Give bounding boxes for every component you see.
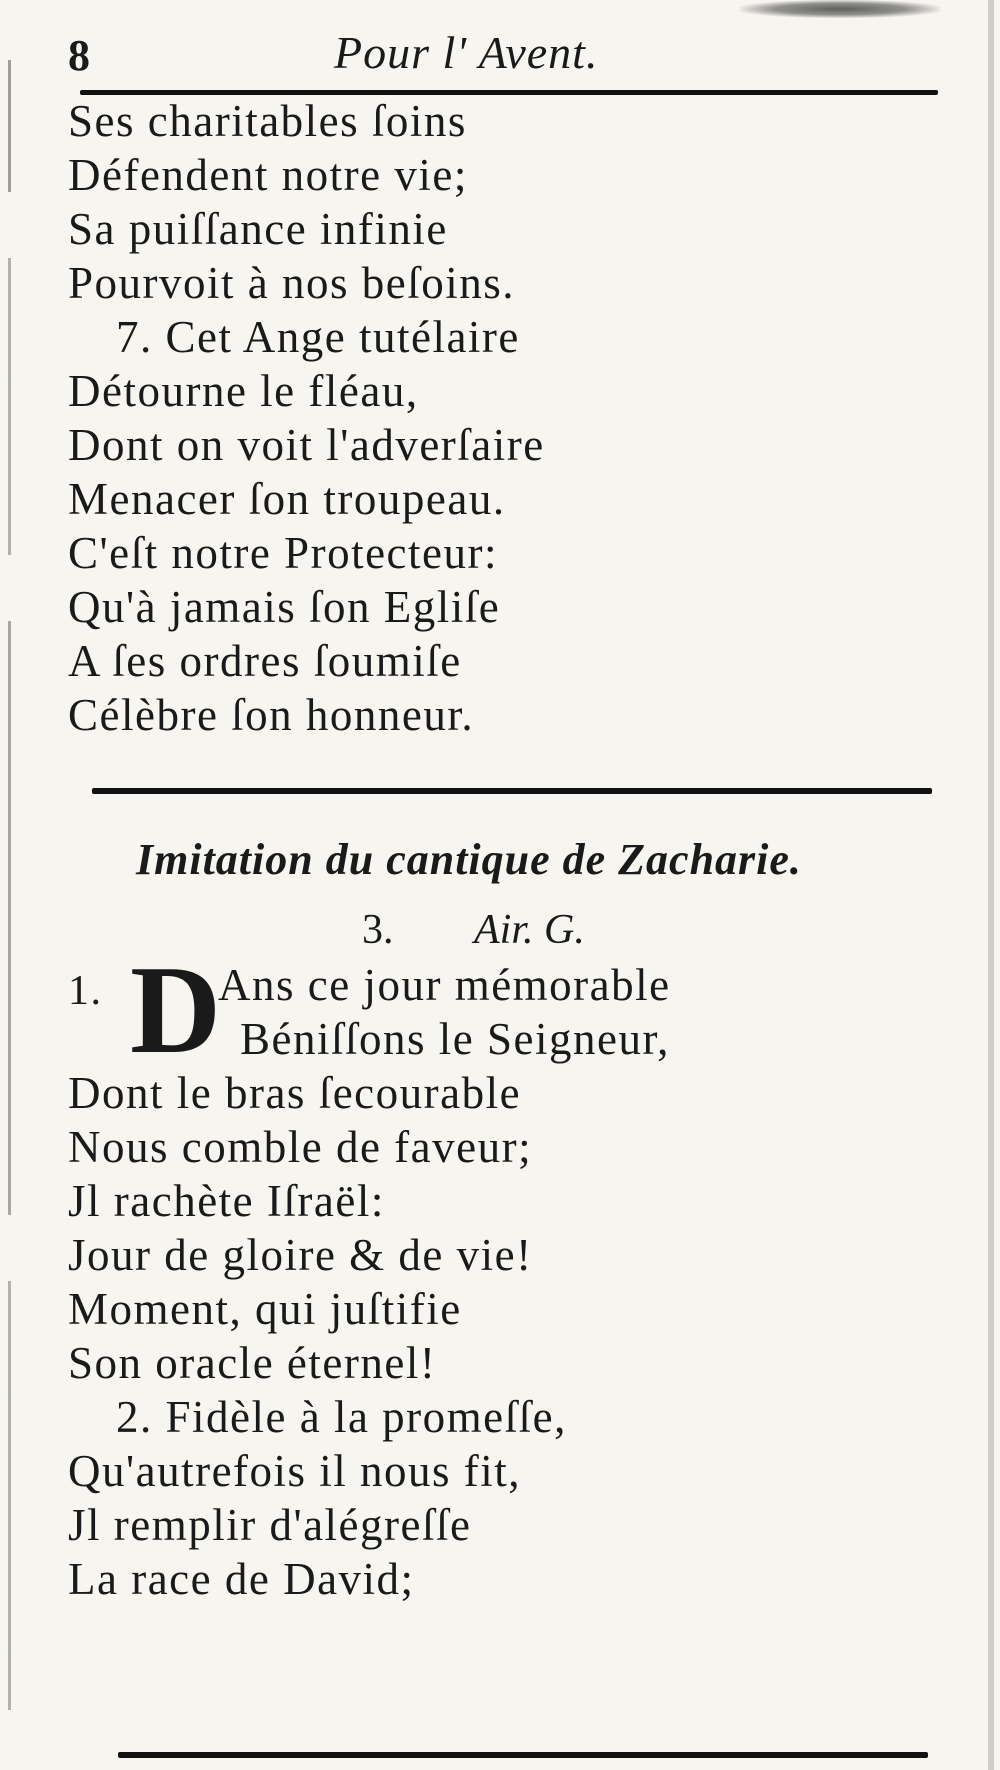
page-header (62, 22, 942, 82)
page-number: 8 (68, 31, 90, 80)
verse-line: Pourvoit à nos beſoins. (68, 258, 515, 308)
page-right-edge (988, 0, 994, 1770)
hymn-meta (362, 906, 585, 954)
verse-line: Dont on voit l'adverſaire (68, 420, 545, 470)
verse-line: Moment, qui juſtifie (68, 1284, 462, 1334)
verse-line: Ses charitables ſoins (68, 96, 467, 146)
verse-line: Béniſſons le Seigneur, (240, 1014, 670, 1064)
verse-line: Célèbre ſon honneur. (68, 690, 475, 740)
verse-line: Menacer ſon troupeau. (68, 474, 506, 524)
verse-line: C'eſt notre Protecteur: (68, 528, 498, 578)
verse-line: Qu'autrefois il nous fit, (68, 1446, 522, 1496)
verse-line: Sa puiſſance infinie (68, 204, 448, 254)
page-left-edge (8, 60, 11, 1710)
drop-cap: D (130, 941, 223, 1080)
verse-line: A ſes ordres ſoumiſe (68, 636, 462, 686)
verse-line: Qu'à jamais ſon Egliſe (68, 582, 501, 632)
verse-line: Défendent notre vie; (68, 150, 468, 200)
hymn-stanza (68, 941, 671, 1606)
verse-line: Ans ce jour mémorable (218, 960, 671, 1010)
verse-line: La race de David; (68, 1554, 415, 1604)
continued-stanza (68, 94, 545, 742)
first-lines (68, 941, 671, 1080)
hymn-number: 3. (362, 907, 394, 953)
verse-line: Jl remplir d'alégreſſe (68, 1500, 472, 1550)
hymn-air: Air. G. (474, 907, 585, 953)
stanza-number: 1. (68, 968, 103, 1014)
verse-line: Dont le bras ſecourable (68, 1068, 522, 1118)
verse-line: 2. Fidèle à la promeſſe, (116, 1392, 567, 1442)
hymn-title: Imitation du cantique de Zacharie. (136, 835, 802, 884)
footer-rule (118, 1752, 928, 1758)
verse-line: Jl rachète Iſraël: (68, 1176, 385, 1226)
verse-line: 7. Cet Ange tutélaire (116, 312, 520, 362)
section-rule (92, 788, 932, 794)
running-title: Pour l' Avent. (334, 27, 599, 78)
verse-line: Jour de gloire & de vie! (68, 1230, 533, 1280)
verse-line: Nous comble de faveur; (68, 1122, 533, 1172)
verse-line: Détourne le fléau, (68, 366, 419, 416)
verse-line: Son oracle éternel! (68, 1338, 437, 1388)
ink-smudge (740, 0, 940, 18)
